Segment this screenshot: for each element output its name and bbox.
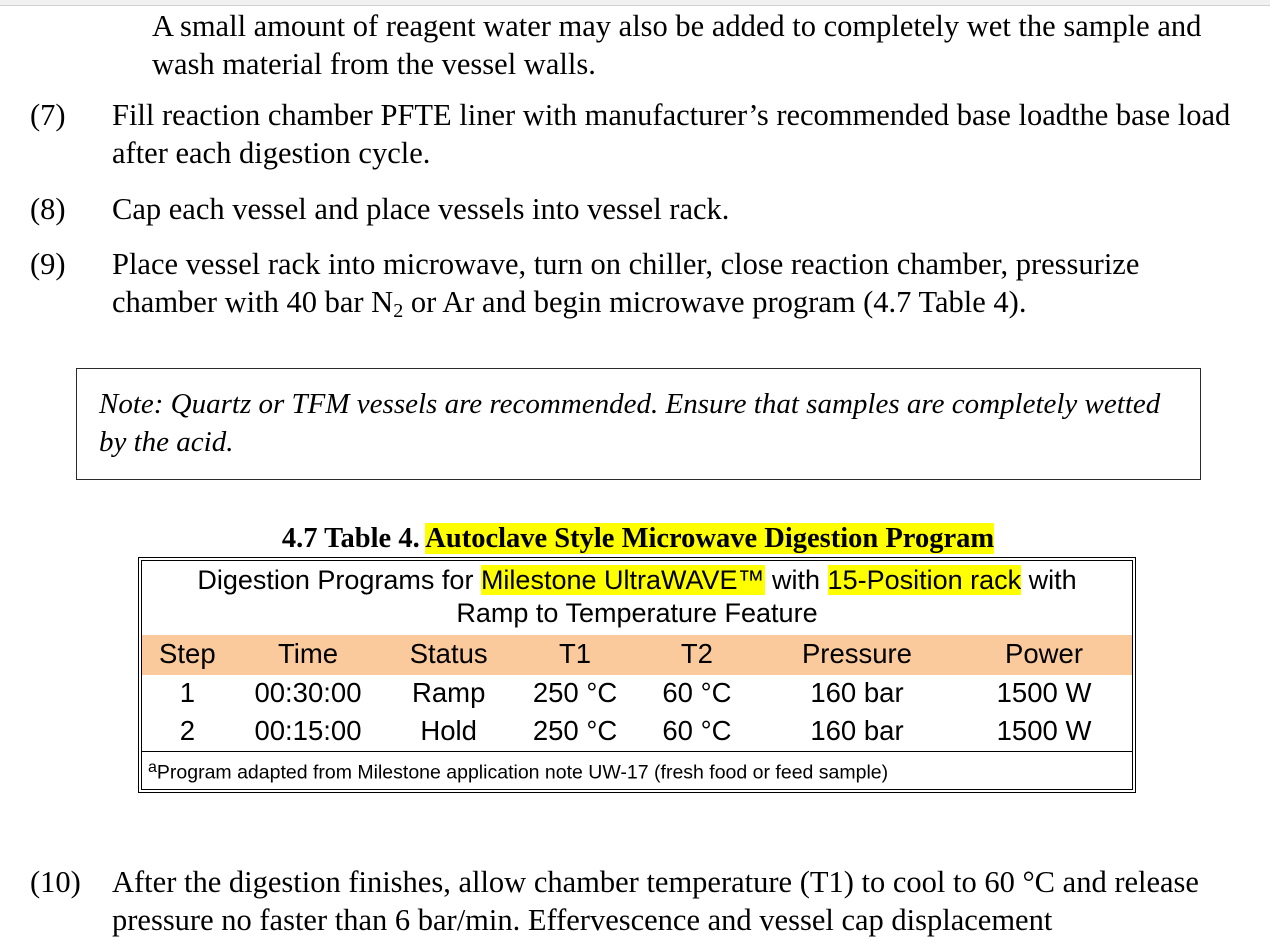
spacer [0,228,1270,245]
table-header-row [142,635,1133,675]
intro-paragraph: A small amount of reagent water may also be added to completely wet the sample and wash material from the vessel walls. [152,9,1202,81]
column-header-pressure: Pressure [758,635,956,675]
spacer [0,480,1270,522]
list-item-7-number: (7) [30,98,66,132]
window-chrome-strip [0,0,1270,6]
nitrogen-subscript: 2 [393,300,404,323]
table-row [142,713,1133,752]
column-header-step: Step [142,635,233,675]
cell-pressure: 160 bar [758,713,956,752]
list-item-10 [0,863,1270,939]
list-item-9-text-after-sub: or Ar and begin microwave program (4.7 Table 4). [403,285,1027,319]
table-title-part-e: with [1021,565,1077,596]
table-title-line2: Ramp to Temperature Feature [456,598,818,629]
cell-pressure: 160 bar [758,675,956,713]
cell-step: 2 [142,713,233,752]
cell-t1: 250 °C [514,675,636,713]
list-item-7 [0,96,1270,172]
list-item-9-text [112,245,1248,330]
table-title-part-d: 15-Position rack [827,565,1022,596]
table-title-cell [142,561,1133,636]
cell-power: 1500 W [956,713,1132,752]
spacer [0,172,1270,190]
footnote-text: Program adapted from Milestone application note UW-17 (fresh food or feed sample) [156,761,889,784]
cell-time: 00:15:00 [233,713,384,752]
list-item-10-number: (10) [30,864,81,899]
spacer [0,793,1270,863]
cell-t2: 60 °C [636,713,758,752]
column-header-t2: T2 [636,635,758,675]
table-caption [138,522,1138,556]
spacer [0,330,1270,368]
list-item-9-number: (9) [30,247,66,281]
cell-power: 1500 W [956,675,1132,713]
note-box [76,368,1201,480]
column-header-status: Status [383,635,514,675]
list-item-8-number: (8) [30,192,66,226]
list-item-8 [0,190,1270,228]
list-item-7-text: Fill reaction chamber PFTE liner with manufacturer’s recommended base loadthe base load after each digestion cycle. [112,98,1231,170]
cell-status: Hold [383,713,514,752]
list-item-9 [0,245,1270,330]
list-item-9-text-before-sub: Place vessel rack into microwave, turn on chiller, close reaction chamber, pressurize chamber with 40 bar N [112,247,1140,319]
table-title-part-a: Digestion Programs for [197,565,481,596]
digestion-program-table-wrapper [138,557,1136,793]
digestion-program-table [141,560,1133,790]
cell-t1: 250 °C [514,713,636,752]
cell-step: 1 [142,675,233,713]
table-title-part-b: Milestone UltraWAVE™ [480,565,765,596]
column-header-t1: T1 [514,635,636,675]
table-row [142,675,1133,713]
note-box-text: Note: Quartz or TFM vessels are recommended. Ensure that samples are completely wetted by the acid. [99,388,1161,459]
column-header-time: Time [233,635,384,675]
cell-time: 00:30:00 [233,675,384,713]
table-title-part-c: with [764,565,828,596]
table-footnote-row [142,752,1133,790]
list-item-8-text: Cap each vessel and place vessels into vessel rack. [112,192,730,226]
footnote-marker: a [148,759,157,777]
document-page [0,7,1270,939]
spacer [0,83,1270,96]
table-title-row [142,561,1133,636]
table-caption-prefix: 4.7 Table 4. [281,523,426,555]
cell-t2: 60 °C [636,675,758,713]
table-footnote-cell [142,752,1133,790]
cell-status: Ramp [383,675,514,713]
column-header-power: Power [956,635,1132,675]
list-item-10-text: After the digestion finishes, allow chamber temperature (T1) to cool to 60 °C and release pressure no faster than 6 bar/min. Effervescence and vessel cap displacement [112,864,1199,937]
table-caption-highlighted: Autoclave Style Microwave Digestion Program [425,523,995,555]
